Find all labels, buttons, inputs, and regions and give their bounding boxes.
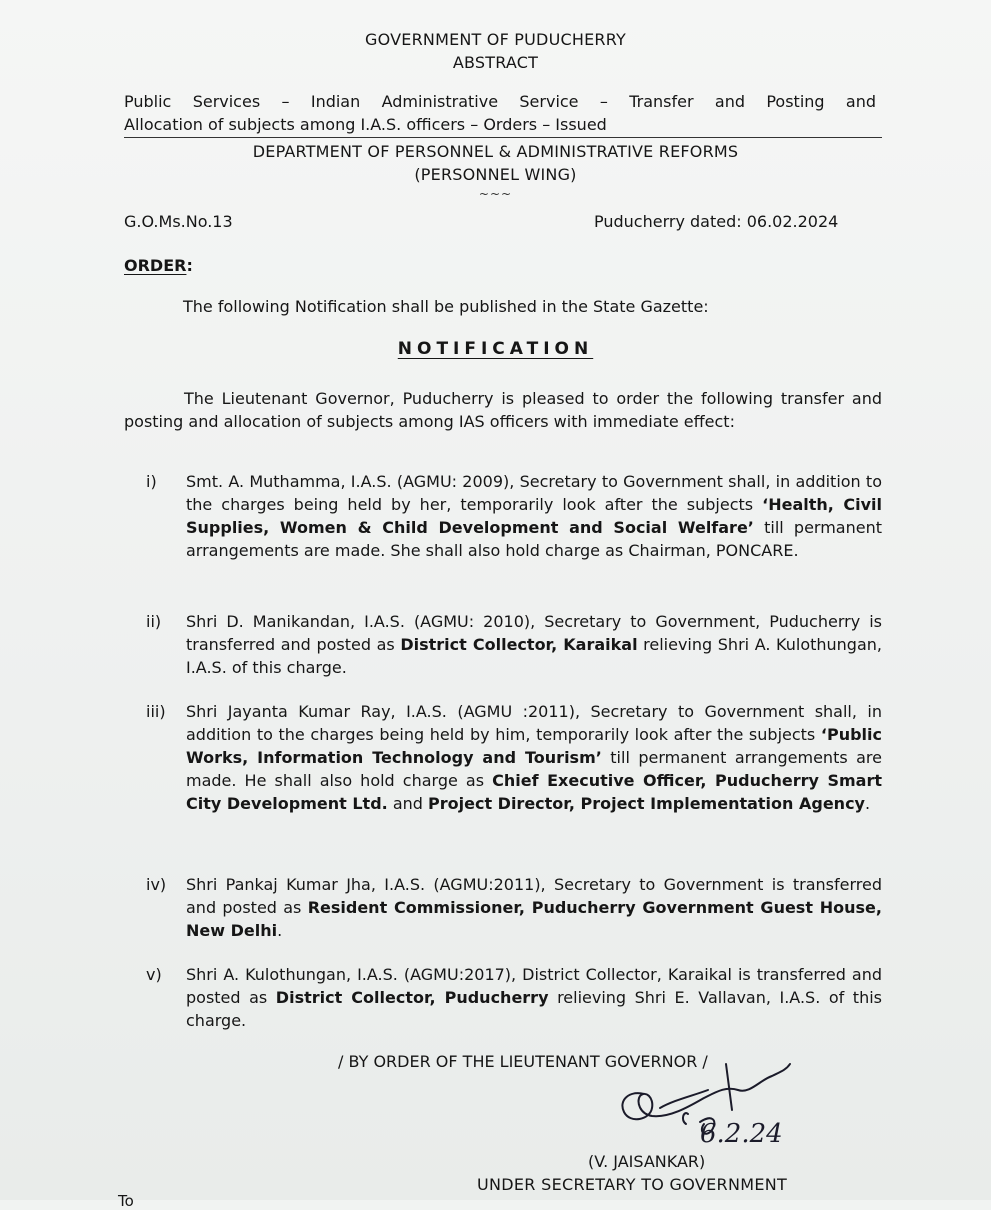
wing-heading: (PERSONNEL WING) [414, 165, 577, 184]
header-divider [124, 137, 882, 138]
subject-line-1: Public Services – Indian Administrative Service – Transfer and Posting and [124, 92, 876, 111]
to-address: To [118, 1192, 134, 1210]
separator-tilde: ~~~ [478, 187, 513, 201]
notification-intro: The Lieutenant Governor, Puducherry is pleased to order the following transfer and posting and allocation of subjects among IAS officers with immediate effect: [124, 389, 882, 431]
place-date: Puducherry dated: 06.02.2024 [594, 212, 839, 231]
order-colon: : [186, 256, 193, 275]
abstract-heading: ABSTRACT [452, 53, 539, 72]
item-text: Shri D. Manikandan, I.A.S. (AGMU: 2010), Secretary to Government, Puducherry is transferred and posted as District Collector, Karaikal relieving Shri A. Kulothungan, I.A.S. of this charge. [186, 612, 882, 677]
signatory-name: (V. JAISANKAR) [588, 1152, 706, 1171]
list-item [124, 610, 882, 679]
by-order-line: / BY ORDER OF THE LIEUTENANT GOVERNOR / [338, 1052, 708, 1071]
item-number: v) [146, 965, 162, 984]
department-heading: DEPARTMENT OF PERSONNEL & ADMINISTRATIVE REFORMS [252, 142, 739, 161]
order-heading [124, 256, 193, 275]
handwritten-date: 6.2.24 [700, 1119, 783, 1149]
notification-title: NOTIFICATION [397, 339, 594, 359]
subject-block [124, 90, 876, 136]
list-item [124, 700, 882, 815]
list-item [124, 470, 882, 562]
order-label: ORDER [124, 256, 187, 275]
signatory-designation: UNDER SECRETARY TO GOVERNMENT [477, 1175, 788, 1194]
list-item [124, 963, 882, 1032]
government-heading: GOVERNMENT OF PUDUCHERRY [365, 30, 626, 49]
item-text: Shri Jayanta Kumar Ray, I.A.S. (AGMU :2011), Secretary to Government shall, in addition to the charges being held by him, temporarily look after the subjects ‘Public Works, Information Technology and Tourism’ till permanent arrangements are made. He shall also hold charge as Chief Executive Officer, Puducherry Smart City Development Ltd. and Project Director, Project Implementation Agency. [186, 702, 882, 813]
go-number: G.O.Ms.No.13 [124, 212, 233, 231]
item-number: ii) [146, 612, 162, 631]
item-number: iv) [146, 875, 167, 894]
subject-line-2: Allocation of subjects among I.A.S. officers – Orders – Issued [124, 115, 607, 134]
item-number: iii) [146, 702, 166, 721]
item-number: i) [146, 472, 157, 491]
list-item [124, 873, 882, 942]
handwritten-signature [600, 1050, 860, 1150]
order-intro: The following Notification shall be published in the State Gazette: [183, 297, 709, 316]
item-text: Shri A. Kulothungan, I.A.S. (AGMU:2017), District Collector, Karaikal is transferred and posted as District Collector, Puducherry relieving Shri E. Vallavan, I.A.S. of this charge. [186, 965, 883, 1030]
item-text: Shri Pankaj Kumar Jha, I.A.S. (AGMU:2011), Secretary to Government is transferred and posted as Resident Commissioner, Puducherry Government Guest House, New Delhi. [186, 875, 882, 940]
item-text: Smt. A. Muthamma, I.A.S. (AGMU: 2009), Secretary to Government shall, in addition to the charges being held by her, temporarily look after the subjects ‘Health, Civil Supplies, Women & Child Development and Social Welfare’ till permanent arrangements are made. She shall also hold charge as Chairman, PONCARE. [186, 472, 883, 560]
